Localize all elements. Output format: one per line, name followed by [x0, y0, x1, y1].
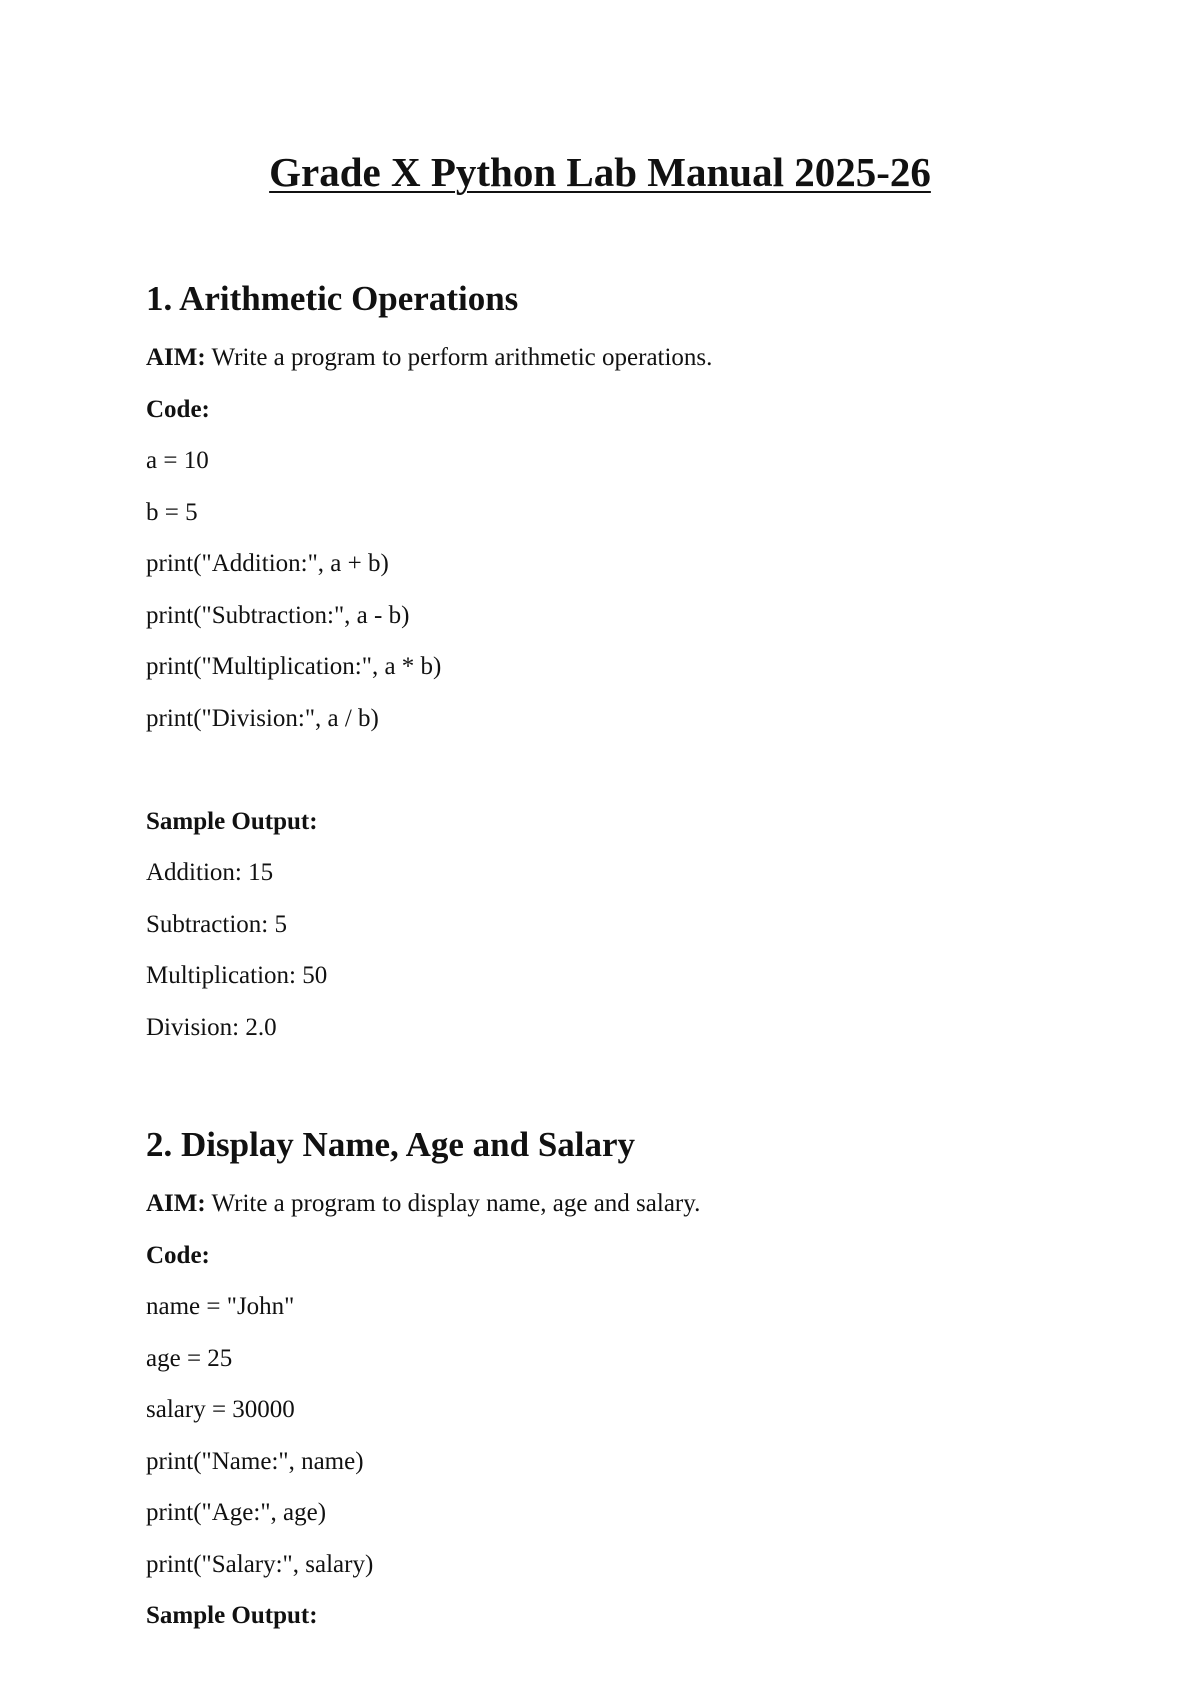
code-line: print("Division:", a / b) [146, 704, 379, 732]
aim-text: Write a program to perform arithmetic operations. [205, 344, 713, 371]
code-line: salary = 30000 [146, 1396, 295, 1423]
aim-line [146, 332, 1146, 384]
code-line: print("Age:", age) [146, 1499, 327, 1526]
output-line: Multiplication: 50 [146, 962, 328, 989]
section-heading: 1. Arithmetic Operations [146, 279, 519, 318]
aim-text: Write a program to display name, age and salary. [205, 1190, 701, 1217]
output-line: Addition: 15 [146, 859, 274, 886]
code-line: name = "John" [146, 1293, 295, 1320]
output-line: Subtraction: 5 [146, 910, 287, 938]
sample-output-label: Sample Output: [146, 1602, 318, 1629]
code-label: Code: [146, 1241, 210, 1269]
code-line: print("Name:", name) [146, 1447, 364, 1475]
section-arithmetic-operations [146, 276, 1146, 1053]
document-title: Grade X Python Lab Manual 2025-26 [269, 149, 931, 195]
code-label: Code: [146, 395, 210, 423]
aim-label: AIM: [146, 1190, 206, 1217]
aim-line [146, 1178, 1146, 1230]
blank-line [146, 744, 1146, 796]
code-line: age = 25 [146, 1344, 233, 1372]
sample-output-label: Sample Output: [146, 807, 318, 835]
code-line: print("Multiplication:", a * b) [146, 653, 442, 680]
section-heading: 2. Display Name, Age and Salary [146, 1125, 636, 1164]
aim-label: AIM: [146, 344, 206, 371]
code-line: print("Salary:", salary) [146, 1550, 374, 1578]
code-line: print("Subtraction:", a - b) [146, 601, 410, 629]
code-line: b = 5 [146, 498, 198, 526]
code-line: print("Addition:", a + b) [146, 550, 389, 577]
code-line: a = 10 [146, 447, 209, 474]
output-line: Division: 2.0 [146, 1013, 277, 1041]
section-display-name-age-salary [146, 1122, 1146, 1642]
